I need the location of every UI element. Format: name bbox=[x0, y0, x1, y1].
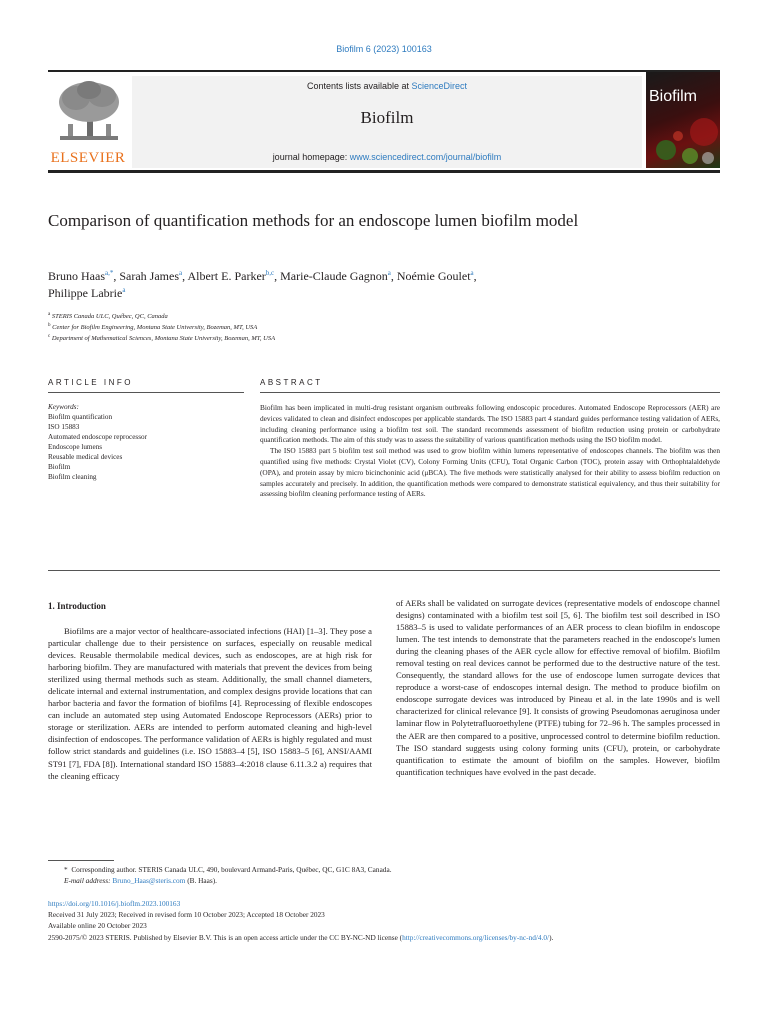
elsevier-wordmark: ELSEVIER bbox=[50, 150, 126, 166]
affiliation-item bbox=[48, 311, 720, 322]
author-name: Marie-Claude Gagnon bbox=[280, 269, 388, 283]
author[interactable] bbox=[48, 269, 119, 283]
keyword: ISO 15883 bbox=[48, 423, 80, 431]
sciencedirect-link[interactable]: ScienceDirect bbox=[411, 81, 468, 91]
article-info-heading: ARTICLE INFO bbox=[48, 378, 133, 387]
affiliations bbox=[48, 311, 720, 344]
corresponding-author-note bbox=[48, 864, 720, 875]
journal-reference[interactable]: Biofilm 6 (2023) 100163 bbox=[336, 44, 432, 54]
doi-link[interactable]: https://doi.org/10.1016/j.bioflm.2023.100163 bbox=[48, 899, 181, 908]
author-affiliation-marker[interactable]: a bbox=[122, 286, 126, 294]
author[interactable] bbox=[397, 269, 477, 283]
author-separator: , bbox=[473, 269, 477, 283]
author-separator: , bbox=[182, 269, 188, 283]
abstract-heading: ABSTRACT bbox=[260, 378, 323, 387]
affiliation-text: STERIS Canada ULC, Québec, QC, Canada bbox=[51, 313, 168, 320]
email-label: E-mail address: bbox=[64, 876, 113, 886]
abstract-paragraph: The ISO 15883 part 5 biofilm test soil method was used to grow biofilm within lumens representative of endoscopes channels. The biofilm was then quantified using five methods: Crystal Violet (CV), Colony Forming Units (CFU), Total Organic Carbon (TOC), protein assay with Orthophtalaldehyde (OPA), and protein assay by micro bicinchoninic acid (μBCA). The five methods were statistically analysed for their ability to assess biofilm reduction on samples accurately and precisely. In addition, the quantification methods were compared to demonstrate statistical equivalency, and thus their suitability for assessing biofilm cleaning performance testing of AERs. bbox=[260, 446, 720, 499]
keywords-label: Keywords: bbox=[48, 403, 79, 411]
header-bottom-rule bbox=[48, 170, 720, 173]
author-list bbox=[48, 268, 720, 302]
affiliation-item bbox=[48, 322, 720, 333]
available-online: Available online 20 October 2023 bbox=[48, 921, 147, 931]
contents-prefix: Contents lists available at bbox=[306, 81, 412, 91]
elsevier-logo[interactable] bbox=[48, 76, 128, 168]
homepage-line bbox=[132, 152, 642, 162]
article-info-rule bbox=[48, 392, 244, 393]
author-name: Noémie Goulet bbox=[396, 269, 471, 283]
publication-info bbox=[48, 898, 720, 943]
license-suffix: ). bbox=[549, 932, 554, 942]
cover-title: Biofilm bbox=[649, 88, 698, 105]
journal-cover-image[interactable] bbox=[646, 72, 720, 168]
author-separator: , bbox=[113, 269, 120, 283]
affiliation-text: Center for Biofilm Engineering, Montana State University, Bozeman, MT, USA bbox=[52, 324, 258, 331]
keyword: Biofilm quantification bbox=[48, 413, 113, 421]
keyword: Reusable medical devices bbox=[48, 453, 123, 461]
keyword: Biofilm bbox=[48, 463, 71, 471]
keywords-block bbox=[48, 402, 244, 482]
affiliation-key: b bbox=[48, 322, 51, 328]
journal-title: Biofilm bbox=[360, 108, 414, 127]
license-link[interactable]: http://creativecommons.org/licenses/by-nc-nd/4.0/ bbox=[402, 932, 550, 942]
email-note bbox=[48, 875, 720, 886]
affiliation-key: a bbox=[48, 311, 51, 317]
author[interactable] bbox=[187, 269, 280, 283]
author-separator: , bbox=[274, 269, 281, 283]
contents-line bbox=[132, 81, 642, 91]
author-name: Sarah James bbox=[119, 269, 180, 283]
footnote-rule bbox=[48, 860, 114, 861]
affiliation-text: Department of Mathematical Sciences, Montana State University, Bozeman, MT, USA bbox=[51, 335, 276, 342]
keyword: Endoscope lumens bbox=[48, 443, 103, 451]
author-affiliation-marker[interactable]: b,c bbox=[265, 269, 275, 277]
author[interactable] bbox=[119, 269, 187, 283]
author-affiliation-marker[interactable]: a,* bbox=[105, 269, 114, 277]
elsevier-tree-icon bbox=[54, 78, 124, 144]
email-suffix: (B. Haas). bbox=[185, 876, 217, 886]
abstract-body bbox=[260, 403, 720, 500]
keyword: Biofilm cleaning bbox=[48, 473, 97, 481]
introduction-heading: 1. Introduction bbox=[48, 601, 106, 611]
header-top-rule bbox=[48, 70, 720, 72]
homepage-link[interactable]: www.sciencedirect.com/journal/biofilm bbox=[349, 152, 502, 162]
affiliation-key: c bbox=[48, 333, 51, 339]
article-title: Comparison of quantification methods for an endoscope lumen biofilm model bbox=[48, 211, 579, 230]
right-column bbox=[396, 597, 720, 778]
email-link[interactable]: Bruno_Haas@steris.com bbox=[112, 876, 186, 886]
author[interactable] bbox=[48, 286, 125, 300]
author-affiliation-marker[interactable]: a bbox=[387, 269, 391, 277]
journal-banner bbox=[132, 76, 642, 168]
author-name: Philippe Labrie bbox=[48, 286, 123, 300]
author-name: Bruno Haas bbox=[48, 269, 105, 283]
cover-art-icon bbox=[646, 72, 720, 168]
author-name: Albert E. Parker bbox=[187, 269, 266, 283]
received-dates: Received 31 July 2023; Received in revised form 10 October 2023; Accepted 18 October 2023 bbox=[48, 910, 325, 920]
left-column bbox=[48, 625, 372, 782]
corresponding-text: Corresponding author. STERIS Canada ULC, 490, boulevard Armand-Paris, Québec, QC, G1C 8A3, Canada. bbox=[71, 865, 392, 874]
license-prefix: 2590-2075/© 2023 STERIS. Published by Elsevier B.V. This is an open access article under the CC BY-NC-ND license ( bbox=[48, 932, 403, 942]
homepage-prefix: journal homepage: bbox=[272, 152, 350, 162]
author-affiliation-marker[interactable]: a bbox=[470, 269, 474, 277]
affiliation-item bbox=[48, 333, 720, 344]
footnotes bbox=[48, 864, 720, 886]
abstract-paragraph: Biofilm has been implicated in multi-drug resistant organism outbreaks following endoscopic procedures. Automated Endoscope Reprocessors (AER) are devices validated to clean and disinfect endoscopes per applicable standards. The ISO 15883 part 4 standard guides performance testing validation of AERs, including cleaning performance using a biofilm test soil. The standard recommends assessment of biofilm reduction using protein or carbohydrate quantification methods. The aim of this study was to assess the suitability of various quantification methods using the ISO biofilm model. bbox=[260, 403, 720, 445]
keyword: Automated endoscope reprocessor bbox=[48, 433, 147, 441]
abstract-rule bbox=[260, 392, 720, 393]
body-paragraph: of AERs shall be validated on surrogate devices (representative models of endoscope channel designs) contaminated with a biofilm test soil [5, 6]. The biofilm test soil described in ISO 15883–5 is used to validate performances of an AER process to clean biofilm in endoscope lumen. The test intends to demonstrate that the parameters reached in the endoscope's lumen during the cleaning phases of the AER cycle allow for effective removal of biofilm. Biofilm removal testing on real devices cannot be performed due to the destructive nature of the test. Consequently, the standard allows for the use of endoscope lumen surrogate devices that reproduce a worst-case of endoscopes internal design. The method to produce biofilm on endoscope surrogate devices was introduced by Pineau et al. in the late 1990s and is well characterized for clinical relevance [9]. It consists of growing Pseudomonas aeruginosa under laminar flow in Polytetrafluoroethylene (PTFE) tubing for 72–96 h. The samples processed in the AER are then compared to a positive, unprocessed control to determine biofilm reduction. The ISO standard suggests using colony forming units (CFU), protein, or carbohydrate quantification to estimate the amount of biofilm on the samples. However, biofilm quantification techniques have evolved in the past decade. bbox=[396, 598, 720, 777]
author-affiliation-marker[interactable]: a bbox=[179, 269, 183, 277]
body-paragraph: Biofilms are a major vector of healthcare-associated infections (HAI) [1–3]. They pose a particular challenge due to their persistence on surfaces, especially on reusable medical devices. Reusable thermolabile medical devices, such as endoscopes, are at high risk for harboring biofilm. They are manufactured with materials that prevent the devices from being sterilized using thermal methods such as steam. Additionally, the small channel diameters, delicate internal and external instrumentation, and complex designs provide locations that can harbor bacteria and favor the formation of biofilms [4]. Reprocessing of flexible endoscopes can include an automated step using Automated Endoscope Reprocessors (AERs) prior to storage or sterilization. AERs are intended to perform automated cleaning and high-level disinfection of endoscopes. The performance validation of AERs is highly regulated and must follow strict standards and guidelines (i.e. ISO 15883–4 [5], ISO 15883–5 [6], ANSI/AAMI ST91 [7], FDA [8]). International standard ISO 15883–4:2018 clause 6.11.3.2 a) requires that the cleaning efficacy bbox=[48, 626, 372, 781]
footnote-marker: * bbox=[64, 865, 68, 874]
license-line bbox=[48, 932, 720, 943]
author-separator: , bbox=[390, 269, 397, 283]
author[interactable] bbox=[280, 269, 397, 283]
abstract-bottom-rule bbox=[48, 570, 720, 571]
